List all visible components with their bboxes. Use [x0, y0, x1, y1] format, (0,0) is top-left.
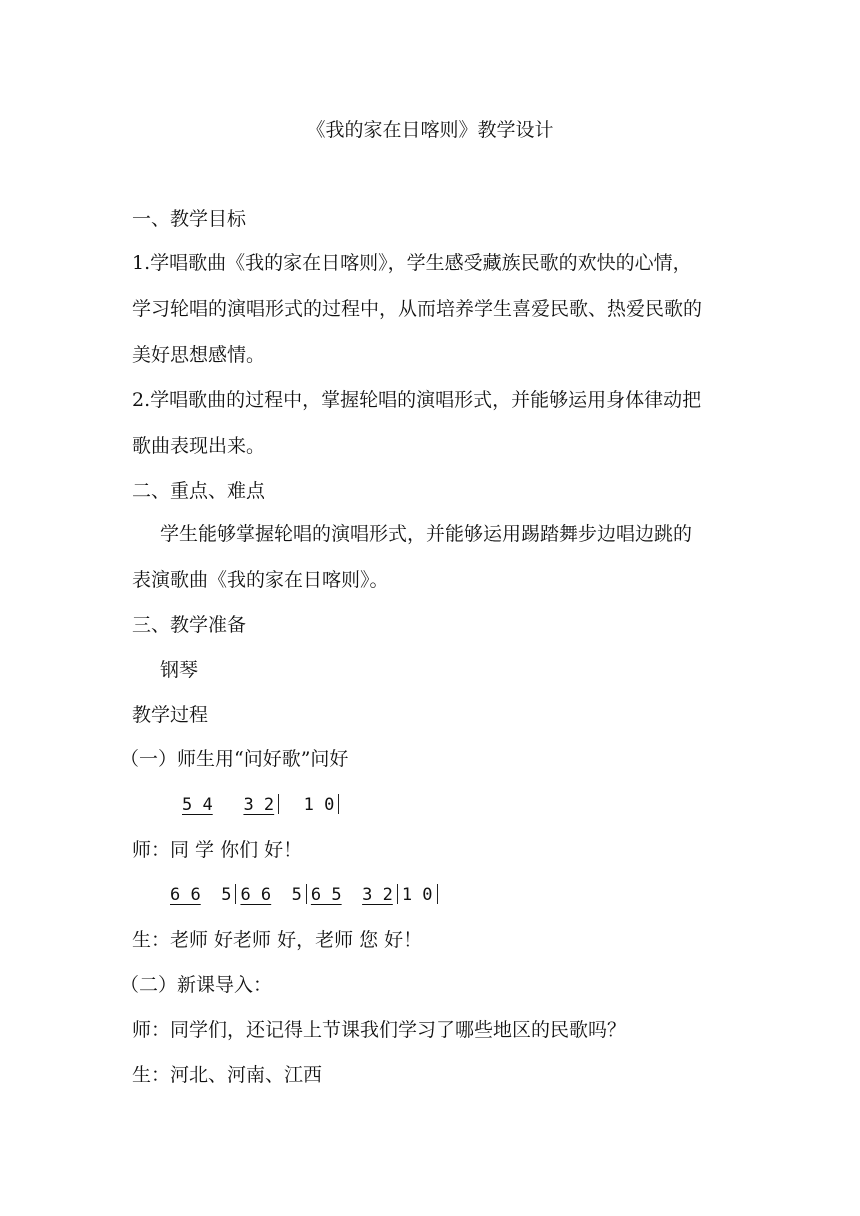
teacher-greeting-line: 师：同 学 你们 好！ — [132, 839, 303, 861]
step-1-heading: （一）师生用“问好歌”问好 — [120, 748, 349, 770]
music-notation-1 — [182, 793, 343, 817]
bar-line — [338, 794, 339, 814]
section-heading-preparation: 三、教学准备 — [132, 614, 247, 636]
note-group: 1 0 — [303, 795, 335, 815]
section-heading-key-points: 二、重点、难点 — [132, 480, 266, 502]
bar-line — [278, 794, 279, 814]
objective-1-line-3: 美好思想感情。 — [132, 344, 266, 366]
objective-1-line-2: 学习轮唱的演唱形式的过程中，从而培养学生喜爱民歌、热爱民歌的 — [132, 298, 703, 320]
note-group: 5 — [221, 885, 232, 905]
key-points-line-1: 学生能够掌握轮唱的演唱形式，并能够运用踢踏舞步边唱边跳的 — [160, 523, 693, 545]
note-group: 6 5 — [310, 885, 342, 905]
note-group: 3 2 — [243, 795, 275, 815]
music-notation-2 — [170, 883, 442, 907]
process-heading: 教学过程 — [132, 704, 209, 726]
objective-2-line-1: 2.学唱歌曲的过程中，掌握轮唱的演唱形式，并能够运用身体律动把 — [132, 389, 702, 411]
preparation-body: 钢琴 — [160, 659, 199, 681]
key-points-line-2: 表演歌曲《我的家在日喀则》。 — [132, 569, 389, 591]
bar-line — [397, 884, 398, 904]
note-group: 5 4 — [182, 795, 213, 815]
note-group: 1 0 — [401, 885, 433, 905]
note-group: 5 — [291, 885, 302, 905]
note-group: 6 6 — [240, 885, 272, 905]
student-greeting-line: 生：老师 好老师 好，老师 您 好！ — [132, 929, 423, 951]
bar-line — [437, 884, 438, 904]
note-group: 3 2 — [362, 885, 393, 905]
step-2-heading: （二）新课导入： — [120, 974, 273, 996]
objective-1-line-1: 1.学唱歌曲《我的家在日喀则》，学生感受藏族民歌的欢快的心情， — [132, 252, 692, 274]
objective-2-line-2: 歌曲表现出来。 — [132, 435, 266, 457]
teacher-question-line: 师：同学们，还记得上节课我们学习了哪些地区的民歌吗？ — [132, 1019, 627, 1041]
bar-line — [235, 884, 236, 904]
section-heading-objectives: 一、教学目标 — [132, 208, 247, 230]
bar-line — [306, 884, 307, 904]
document-title: 《我的家在日喀则》教学设计 — [306, 119, 554, 141]
student-answer-line: 生：河北、河南、江西 — [132, 1064, 323, 1086]
note-group: 6 6 — [170, 885, 201, 905]
